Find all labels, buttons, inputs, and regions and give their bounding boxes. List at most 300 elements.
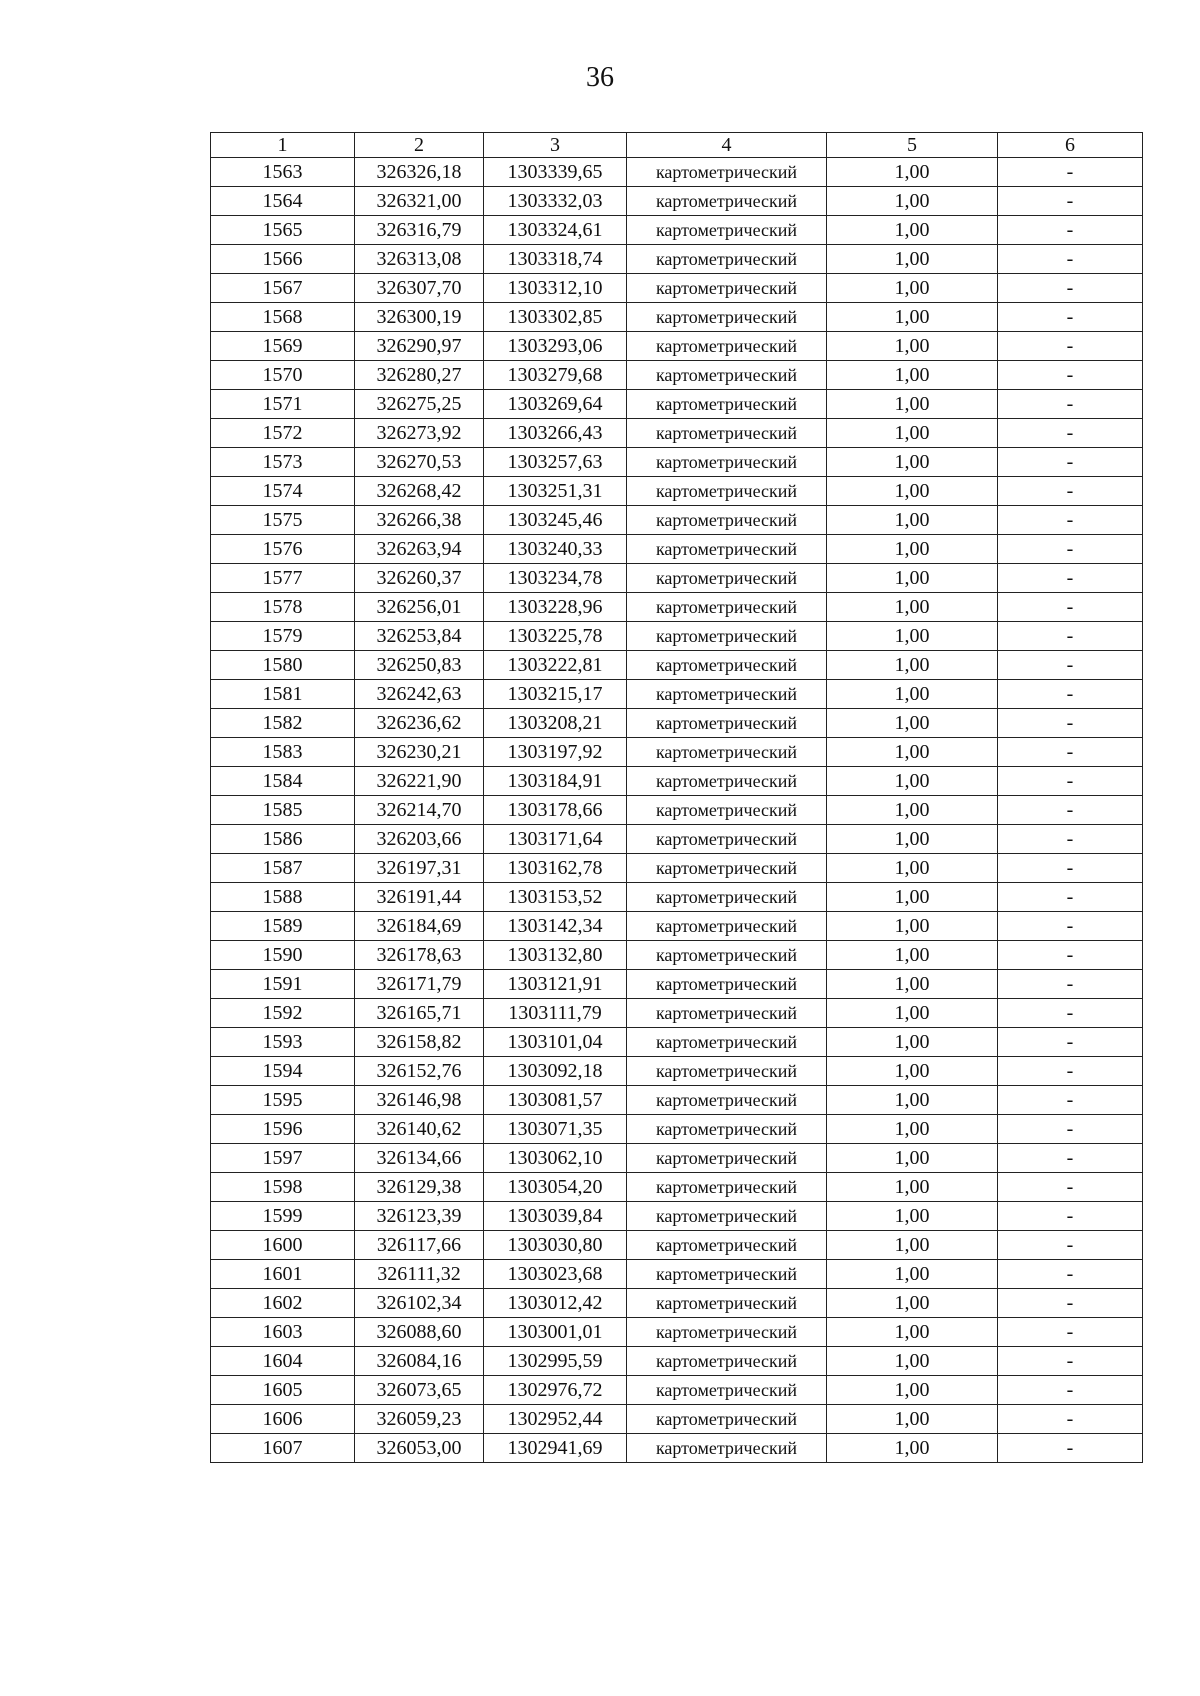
accuracy-cell: 1,00: [827, 245, 998, 274]
point-number-cell: 1594: [211, 1057, 355, 1086]
y-coordinate-cell: 1302976,72: [484, 1376, 627, 1405]
x-coordinate-cell: 326084,16: [355, 1347, 484, 1376]
y-coordinate-cell: 1303279,68: [484, 361, 627, 390]
note-cell: -: [998, 796, 1143, 825]
x-coordinate-cell: 326129,38: [355, 1173, 484, 1202]
x-coordinate-cell: 326088,60: [355, 1318, 484, 1347]
note-cell: -: [998, 187, 1143, 216]
method-cell: картометрический: [627, 477, 827, 506]
x-coordinate-cell: 326111,32: [355, 1260, 484, 1289]
y-coordinate-cell: 1303153,52: [484, 883, 627, 912]
x-coordinate-cell: 326326,18: [355, 158, 484, 187]
note-cell: -: [998, 274, 1143, 303]
x-coordinate-cell: 326140,62: [355, 1115, 484, 1144]
x-coordinate-cell: 326059,23: [355, 1405, 484, 1434]
x-coordinate-cell: 326178,63: [355, 941, 484, 970]
y-coordinate-cell: 1303240,33: [484, 535, 627, 564]
y-coordinate-cell: 1302941,69: [484, 1434, 627, 1463]
note-cell: -: [998, 477, 1143, 506]
table-row: [211, 1057, 1143, 1086]
point-number-cell: 1572: [211, 419, 355, 448]
y-coordinate-cell: 1303101,04: [484, 1028, 627, 1057]
accuracy-cell: 1,00: [827, 651, 998, 680]
method-cell: картометрический: [627, 1347, 827, 1376]
method-cell: картометрический: [627, 1202, 827, 1231]
accuracy-cell: 1,00: [827, 883, 998, 912]
table-row: [211, 1086, 1143, 1115]
accuracy-cell: 1,00: [827, 1028, 998, 1057]
point-number-cell: 1591: [211, 970, 355, 999]
y-coordinate-cell: 1303245,46: [484, 506, 627, 535]
accuracy-cell: 1,00: [827, 796, 998, 825]
table-row: [211, 1028, 1143, 1057]
method-cell: картометрический: [627, 680, 827, 709]
table-row: [211, 1115, 1143, 1144]
note-cell: -: [998, 303, 1143, 332]
y-coordinate-cell: 1303222,81: [484, 651, 627, 680]
method-cell: картометрический: [627, 1434, 827, 1463]
table-row: [211, 1144, 1143, 1173]
table-row: [211, 622, 1143, 651]
accuracy-cell: 1,00: [827, 274, 998, 303]
point-number-cell: 1577: [211, 564, 355, 593]
method-cell: картометрический: [627, 216, 827, 245]
accuracy-cell: 1,00: [827, 303, 998, 332]
method-cell: картометрический: [627, 941, 827, 970]
table-row: [211, 709, 1143, 738]
note-cell: -: [998, 1086, 1143, 1115]
method-cell: картометрический: [627, 361, 827, 390]
note-cell: -: [998, 999, 1143, 1028]
method-cell: картометрический: [627, 738, 827, 767]
y-coordinate-cell: 1303081,57: [484, 1086, 627, 1115]
note-cell: -: [998, 709, 1143, 738]
method-cell: картометрический: [627, 1289, 827, 1318]
x-coordinate-cell: 326280,27: [355, 361, 484, 390]
accuracy-cell: 1,00: [827, 854, 998, 883]
point-number-cell: 1588: [211, 883, 355, 912]
point-number-cell: 1599: [211, 1202, 355, 1231]
y-coordinate-cell: 1302995,59: [484, 1347, 627, 1376]
y-coordinate-cell: 1303062,10: [484, 1144, 627, 1173]
y-coordinate-cell: 1303184,91: [484, 767, 627, 796]
y-coordinate-cell: 1303293,06: [484, 332, 627, 361]
table-row: [211, 448, 1143, 477]
point-number-cell: 1566: [211, 245, 355, 274]
table-row: [211, 970, 1143, 999]
x-coordinate-cell: 326250,83: [355, 651, 484, 680]
point-number-cell: 1565: [211, 216, 355, 245]
note-cell: -: [998, 825, 1143, 854]
method-cell: картометрический: [627, 187, 827, 216]
note-cell: -: [998, 390, 1143, 419]
table-row: [211, 1202, 1143, 1231]
table-row: [211, 738, 1143, 767]
note-cell: -: [998, 419, 1143, 448]
method-cell: картометрический: [627, 274, 827, 303]
point-number-cell: 1605: [211, 1376, 355, 1405]
x-coordinate-cell: 326263,94: [355, 535, 484, 564]
table-row: [211, 767, 1143, 796]
point-number-cell: 1584: [211, 767, 355, 796]
y-coordinate-cell: 1303178,66: [484, 796, 627, 825]
x-coordinate-cell: 326253,84: [355, 622, 484, 651]
method-cell: картометрический: [627, 535, 827, 564]
note-cell: -: [998, 1202, 1143, 1231]
accuracy-cell: 1,00: [827, 970, 998, 999]
page-number: 36: [586, 62, 614, 93]
point-number-cell: 1598: [211, 1173, 355, 1202]
y-coordinate-cell: 1303312,10: [484, 274, 627, 303]
table-row: [211, 912, 1143, 941]
accuracy-cell: 1,00: [827, 419, 998, 448]
accuracy-cell: 1,00: [827, 216, 998, 245]
note-cell: -: [998, 622, 1143, 651]
x-coordinate-cell: 326203,66: [355, 825, 484, 854]
accuracy-cell: 1,00: [827, 1231, 998, 1260]
point-number-cell: 1563: [211, 158, 355, 187]
note-cell: -: [998, 158, 1143, 187]
y-coordinate-cell: 1303012,42: [484, 1289, 627, 1318]
x-coordinate-cell: 326316,79: [355, 216, 484, 245]
y-coordinate-cell: 1303215,17: [484, 680, 627, 709]
method-cell: картометрический: [627, 912, 827, 941]
accuracy-cell: 1,00: [827, 158, 998, 187]
x-coordinate-cell: 326221,90: [355, 767, 484, 796]
point-number-cell: 1578: [211, 593, 355, 622]
method-cell: картометрический: [627, 796, 827, 825]
table-row: [211, 999, 1143, 1028]
y-coordinate-cell: 1303142,34: [484, 912, 627, 941]
table-row: [211, 680, 1143, 709]
table-row: [211, 158, 1143, 187]
point-number-cell: 1568: [211, 303, 355, 332]
note-cell: -: [998, 941, 1143, 970]
point-number-cell: 1581: [211, 680, 355, 709]
method-cell: картометрический: [627, 506, 827, 535]
x-coordinate-cell: 326165,71: [355, 999, 484, 1028]
table-row: [211, 274, 1143, 303]
y-coordinate-cell: 1303162,78: [484, 854, 627, 883]
table-row: [211, 593, 1143, 622]
accuracy-cell: 1,00: [827, 390, 998, 419]
note-cell: -: [998, 651, 1143, 680]
note-cell: -: [998, 767, 1143, 796]
table-row: [211, 1405, 1143, 1434]
accuracy-cell: 1,00: [827, 477, 998, 506]
accuracy-cell: 1,00: [827, 187, 998, 216]
point-number-cell: 1583: [211, 738, 355, 767]
point-number-cell: 1606: [211, 1405, 355, 1434]
x-coordinate-cell: 326275,25: [355, 390, 484, 419]
table-row: [211, 1318, 1143, 1347]
method-cell: картометрический: [627, 158, 827, 187]
accuracy-cell: 1,00: [827, 1318, 998, 1347]
table-row: [211, 216, 1143, 245]
accuracy-cell: 1,00: [827, 448, 998, 477]
point-number-cell: 1569: [211, 332, 355, 361]
table-row: [211, 1260, 1143, 1289]
method-cell: картометрический: [627, 1144, 827, 1173]
header-cell: 6: [998, 133, 1143, 158]
accuracy-cell: 1,00: [827, 941, 998, 970]
note-cell: -: [998, 216, 1143, 245]
note-cell: -: [998, 1173, 1143, 1202]
note-cell: -: [998, 680, 1143, 709]
table-row: [211, 535, 1143, 564]
point-number-cell: 1595: [211, 1086, 355, 1115]
point-number-cell: 1567: [211, 274, 355, 303]
y-coordinate-cell: 1303092,18: [484, 1057, 627, 1086]
accuracy-cell: 1,00: [827, 535, 998, 564]
table-row: [211, 1173, 1143, 1202]
x-coordinate-cell: 326313,08: [355, 245, 484, 274]
x-coordinate-cell: 326273,92: [355, 419, 484, 448]
point-number-cell: 1602: [211, 1289, 355, 1318]
table-row: [211, 796, 1143, 825]
y-coordinate-cell: 1303054,20: [484, 1173, 627, 1202]
point-number-cell: 1593: [211, 1028, 355, 1057]
x-coordinate-cell: 326158,82: [355, 1028, 484, 1057]
y-coordinate-cell: 1303234,78: [484, 564, 627, 593]
note-cell: -: [998, 245, 1143, 274]
y-coordinate-cell: 1303318,74: [484, 245, 627, 274]
table-row: [211, 854, 1143, 883]
table-row: [211, 245, 1143, 274]
method-cell: картометрический: [627, 1231, 827, 1260]
table-row: [211, 187, 1143, 216]
y-coordinate-cell: 1303332,03: [484, 187, 627, 216]
point-number-cell: 1589: [211, 912, 355, 941]
note-cell: -: [998, 854, 1143, 883]
header-cell: 5: [827, 133, 998, 158]
point-number-cell: 1603: [211, 1318, 355, 1347]
method-cell: картометрический: [627, 651, 827, 680]
x-coordinate-cell: 326191,44: [355, 883, 484, 912]
method-cell: картометрический: [627, 1173, 827, 1202]
point-number-cell: 1582: [211, 709, 355, 738]
x-coordinate-cell: 326290,97: [355, 332, 484, 361]
y-coordinate-cell: 1303302,85: [484, 303, 627, 332]
y-coordinate-cell: 1303266,43: [484, 419, 627, 448]
header-cell: 4: [627, 133, 827, 158]
note-cell: -: [998, 1289, 1143, 1318]
coordinates-table: [210, 132, 1143, 1463]
x-coordinate-cell: 326266,38: [355, 506, 484, 535]
note-cell: -: [998, 564, 1143, 593]
y-coordinate-cell: 1303251,31: [484, 477, 627, 506]
table-row: [211, 332, 1143, 361]
y-coordinate-cell: 1303001,01: [484, 1318, 627, 1347]
x-coordinate-cell: 326230,21: [355, 738, 484, 767]
accuracy-cell: 1,00: [827, 564, 998, 593]
point-number-cell: 1586: [211, 825, 355, 854]
table-row: [211, 1231, 1143, 1260]
x-coordinate-cell: 326053,00: [355, 1434, 484, 1463]
method-cell: картометрический: [627, 883, 827, 912]
method-cell: картометрический: [627, 390, 827, 419]
accuracy-cell: 1,00: [827, 912, 998, 941]
accuracy-cell: 1,00: [827, 1173, 998, 1202]
accuracy-cell: 1,00: [827, 593, 998, 622]
point-number-cell: 1575: [211, 506, 355, 535]
x-coordinate-cell: 326242,63: [355, 680, 484, 709]
point-number-cell: 1570: [211, 361, 355, 390]
method-cell: картометрический: [627, 1086, 827, 1115]
note-cell: -: [998, 738, 1143, 767]
accuracy-cell: 1,00: [827, 767, 998, 796]
y-coordinate-cell: 1303071,35: [484, 1115, 627, 1144]
method-cell: картометрический: [627, 999, 827, 1028]
table-row: [211, 651, 1143, 680]
x-coordinate-cell: 326146,98: [355, 1086, 484, 1115]
accuracy-cell: 1,00: [827, 825, 998, 854]
table-body: [211, 158, 1143, 1463]
point-number-cell: 1564: [211, 187, 355, 216]
note-cell: -: [998, 1376, 1143, 1405]
accuracy-cell: 1,00: [827, 622, 998, 651]
x-coordinate-cell: 326123,39: [355, 1202, 484, 1231]
table-row: [211, 564, 1143, 593]
table-row: [211, 1289, 1143, 1318]
table-row: [211, 390, 1143, 419]
x-coordinate-cell: 326197,31: [355, 854, 484, 883]
method-cell: картометрический: [627, 1028, 827, 1057]
method-cell: картометрический: [627, 1260, 827, 1289]
accuracy-cell: 1,00: [827, 1260, 998, 1289]
method-cell: картометрический: [627, 709, 827, 738]
accuracy-cell: 1,00: [827, 361, 998, 390]
x-coordinate-cell: 326134,66: [355, 1144, 484, 1173]
x-coordinate-cell: 326256,01: [355, 593, 484, 622]
point-number-cell: 1571: [211, 390, 355, 419]
note-cell: -: [998, 1347, 1143, 1376]
x-coordinate-cell: 326321,00: [355, 187, 484, 216]
method-cell: картометрический: [627, 303, 827, 332]
method-cell: картометрический: [627, 854, 827, 883]
accuracy-cell: 1,00: [827, 680, 998, 709]
y-coordinate-cell: 1303121,91: [484, 970, 627, 999]
accuracy-cell: 1,00: [827, 1202, 998, 1231]
header-cell: 2: [355, 133, 484, 158]
x-coordinate-cell: 326300,19: [355, 303, 484, 332]
note-cell: -: [998, 593, 1143, 622]
note-cell: -: [998, 361, 1143, 390]
point-number-cell: 1600: [211, 1231, 355, 1260]
point-number-cell: 1580: [211, 651, 355, 680]
point-number-cell: 1592: [211, 999, 355, 1028]
accuracy-cell: 1,00: [827, 332, 998, 361]
note-cell: -: [998, 1115, 1143, 1144]
point-number-cell: 1596: [211, 1115, 355, 1144]
y-coordinate-cell: 1302952,44: [484, 1405, 627, 1434]
x-coordinate-cell: 326152,76: [355, 1057, 484, 1086]
table-row: [211, 303, 1143, 332]
x-coordinate-cell: 326236,62: [355, 709, 484, 738]
note-cell: -: [998, 1260, 1143, 1289]
accuracy-cell: 1,00: [827, 1405, 998, 1434]
header-cell: 1: [211, 133, 355, 158]
accuracy-cell: 1,00: [827, 1115, 998, 1144]
accuracy-cell: 1,00: [827, 999, 998, 1028]
table-row: [211, 825, 1143, 854]
point-number-cell: 1585: [211, 796, 355, 825]
y-coordinate-cell: 1303030,80: [484, 1231, 627, 1260]
x-coordinate-cell: 326102,34: [355, 1289, 484, 1318]
method-cell: картометрический: [627, 419, 827, 448]
table-row: [211, 361, 1143, 390]
note-cell: -: [998, 883, 1143, 912]
note-cell: -: [998, 1318, 1143, 1347]
point-number-cell: 1590: [211, 941, 355, 970]
point-number-cell: 1587: [211, 854, 355, 883]
header-cell: 3: [484, 133, 627, 158]
y-coordinate-cell: 1303039,84: [484, 1202, 627, 1231]
x-coordinate-cell: 326184,69: [355, 912, 484, 941]
x-coordinate-cell: 326270,53: [355, 448, 484, 477]
method-cell: картометрический: [627, 245, 827, 274]
table-header-row: [211, 133, 1143, 158]
accuracy-cell: 1,00: [827, 1144, 998, 1173]
point-number-cell: 1579: [211, 622, 355, 651]
x-coordinate-cell: 326307,70: [355, 274, 484, 303]
table-row: [211, 506, 1143, 535]
note-cell: -: [998, 448, 1143, 477]
y-coordinate-cell: 1303132,80: [484, 941, 627, 970]
table-row: [211, 1434, 1143, 1463]
x-coordinate-cell: 326214,70: [355, 796, 484, 825]
x-coordinate-cell: 326260,37: [355, 564, 484, 593]
note-cell: -: [998, 535, 1143, 564]
method-cell: картометрический: [627, 564, 827, 593]
method-cell: картометрический: [627, 1057, 827, 1086]
method-cell: картометрический: [627, 593, 827, 622]
note-cell: -: [998, 506, 1143, 535]
y-coordinate-cell: 1303324,61: [484, 216, 627, 245]
x-coordinate-cell: 326268,42: [355, 477, 484, 506]
method-cell: картометрический: [627, 767, 827, 796]
note-cell: -: [998, 1405, 1143, 1434]
method-cell: картометрический: [627, 1318, 827, 1347]
accuracy-cell: 1,00: [827, 1086, 998, 1115]
method-cell: картометрический: [627, 970, 827, 999]
y-coordinate-cell: 1303228,96: [484, 593, 627, 622]
note-cell: -: [998, 1028, 1143, 1057]
note-cell: -: [998, 332, 1143, 361]
note-cell: -: [998, 912, 1143, 941]
table-row: [211, 477, 1143, 506]
accuracy-cell: 1,00: [827, 1347, 998, 1376]
note-cell: -: [998, 1231, 1143, 1260]
y-coordinate-cell: 1303197,92: [484, 738, 627, 767]
x-coordinate-cell: 326117,66: [355, 1231, 484, 1260]
note-cell: -: [998, 1434, 1143, 1463]
accuracy-cell: 1,00: [827, 1057, 998, 1086]
accuracy-cell: 1,00: [827, 1376, 998, 1405]
method-cell: картометрический: [627, 1376, 827, 1405]
point-number-cell: 1597: [211, 1144, 355, 1173]
point-number-cell: 1573: [211, 448, 355, 477]
point-number-cell: 1604: [211, 1347, 355, 1376]
method-cell: картометрический: [627, 448, 827, 477]
table-row: [211, 883, 1143, 912]
y-coordinate-cell: 1303111,79: [484, 999, 627, 1028]
y-coordinate-cell: 1303257,63: [484, 448, 627, 477]
table-row: [211, 1376, 1143, 1405]
point-number-cell: 1607: [211, 1434, 355, 1463]
accuracy-cell: 1,00: [827, 709, 998, 738]
method-cell: картометрический: [627, 332, 827, 361]
